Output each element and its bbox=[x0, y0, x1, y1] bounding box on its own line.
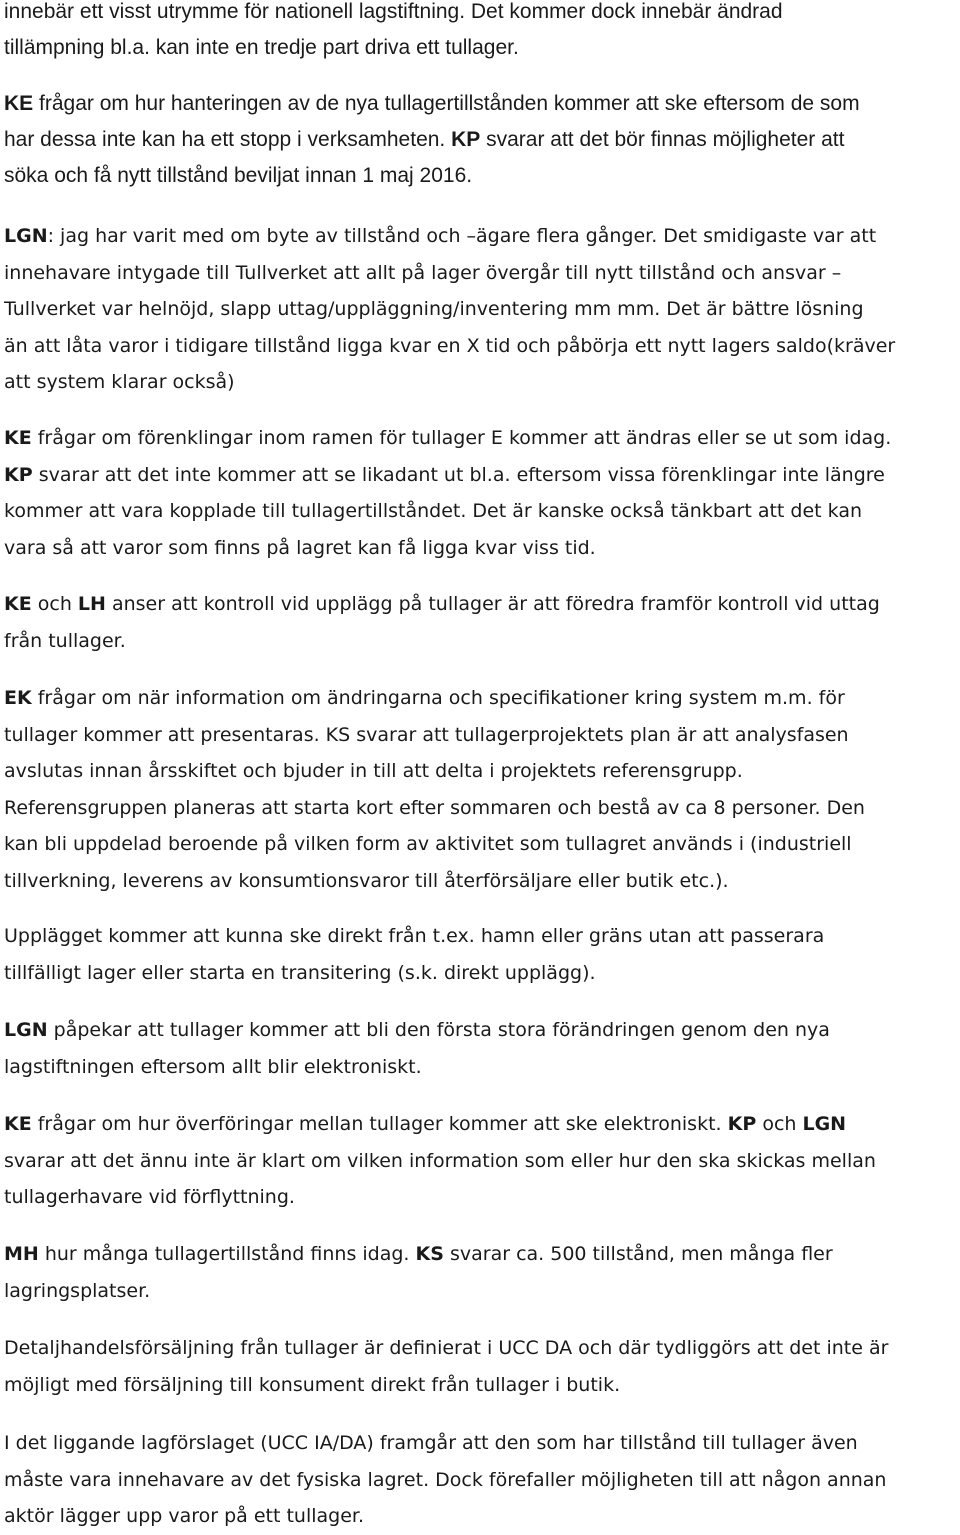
text-run: Detaljhandelsförsäljning från tullager är definierat i UCC DA och där tydliggörs att det inte är bbox=[4, 1337, 889, 1359]
speaker-initials: KE bbox=[4, 92, 34, 115]
text-line bbox=[4, 1049, 954, 1086]
text-line bbox=[4, 122, 954, 158]
text-line bbox=[4, 623, 954, 660]
text-line bbox=[4, 420, 954, 457]
text-run: och bbox=[756, 1113, 803, 1135]
text-run: söka och få nytt tillstånd beviljat innan 1 maj 2016. bbox=[4, 164, 473, 187]
text-line bbox=[4, 86, 954, 122]
text-line bbox=[4, 158, 954, 194]
text-run: Upplägget kommer att kunna ske direkt från t.ex. hamn eller gräns utan att passerara bbox=[4, 925, 825, 947]
text-run: aktör lägger upp varor på ett tullager. bbox=[4, 1505, 365, 1527]
text-line bbox=[4, 457, 954, 494]
paragraph-2 bbox=[4, 86, 954, 194]
text-run: I det liggande lagförslaget (UCC IA/DA) framgår att den som har tillstånd till tullager även bbox=[4, 1432, 858, 1454]
paragraph-8 bbox=[4, 1012, 954, 1085]
text-line bbox=[4, 530, 954, 567]
text-run: möjligt med försäljning till konsument direkt från tullager i butik. bbox=[4, 1373, 621, 1396]
text-line bbox=[4, 1330, 954, 1367]
text-run: än att låta varor i tidigare tillstånd ligga kvar en X tid och påbörja ett nytt lagers saldo(kräver bbox=[4, 334, 896, 357]
speaker-initials: EK bbox=[4, 687, 32, 709]
text-line bbox=[4, 328, 954, 365]
text-run: anser att kontroll vid upplägg på tullager är att föredra framför kontroll vid uttag bbox=[105, 593, 880, 615]
speaker-initials: KP bbox=[727, 1113, 757, 1135]
text-run: innehavare intygade till Tullverket att allt på lager övergår till nytt tillstånd och ansvar – bbox=[4, 261, 842, 284]
speaker-initials: MH bbox=[4, 1243, 39, 1265]
text-run: frågar om hur överföringar mellan tullager kommer att ske elektroniskt. bbox=[31, 1113, 728, 1135]
speaker-initials: LGN bbox=[4, 225, 48, 247]
text-run: vara så att varor som finns på lagret kan få ligga kvar viss tid. bbox=[4, 536, 596, 559]
speaker-initials: KE bbox=[4, 1113, 32, 1135]
text-run: tillverkning, leverens av konsumtionsvaror till återförsäljare eller butik etc.). bbox=[4, 869, 729, 892]
text-run: kan bli uppdelad beroende på vilken form av aktivitet som tullagret används i (industriell bbox=[4, 833, 852, 855]
paragraph-4 bbox=[4, 420, 954, 566]
text-run: från tullager. bbox=[4, 629, 126, 652]
text-run: tillämpning bl.a. kan inte en tredje part driva ett tullager. bbox=[4, 36, 519, 59]
text-line bbox=[4, 30, 954, 66]
text-line bbox=[4, 493, 954, 530]
text-line bbox=[4, 955, 954, 992]
text-line bbox=[4, 1106, 954, 1143]
text-run: har dessa inte kan ha ett stopp i verksamheten. bbox=[4, 128, 452, 151]
text-line bbox=[4, 586, 954, 623]
text-run: Tullverket var helnöjd, slapp uttag/uppläggning/inventering mm mm. Det är bättre lösning bbox=[4, 298, 864, 320]
text-line bbox=[4, 680, 954, 717]
text-run: måste vara innehavare av det fysiska lagret. Dock förefaller möjligheten till att någon annan bbox=[4, 1468, 887, 1491]
text-line bbox=[4, 1236, 954, 1273]
text-line bbox=[4, 918, 954, 955]
text-run: frågar om hur hanteringen av de nya tullagertillstånden kommer att ske eftersom de som bbox=[33, 92, 860, 115]
text-run: tillfälligt lager eller starta en transitering (s.k. direkt upplägg). bbox=[4, 961, 596, 984]
text-run: Referensgruppen planeras att starta kort efter sommaren och bestå av ca 8 personer. Den bbox=[4, 796, 865, 819]
text-line bbox=[4, 1143, 954, 1180]
text-run: innebär ett visst utrymme för nationell lagstiftning. Det kommer dock innebär ändrad bbox=[4, 0, 783, 23]
text-line bbox=[4, 753, 954, 790]
speaker-initials: LH bbox=[77, 593, 106, 615]
text-line bbox=[4, 1462, 954, 1499]
text-run: avslutas innan årsskiftet och bjuder in till att delta i projektets referensgrupp. bbox=[4, 760, 743, 782]
paragraph-12 bbox=[4, 1425, 954, 1535]
text-line bbox=[4, 1425, 954, 1462]
text-line bbox=[4, 255, 954, 292]
text-line bbox=[4, 291, 954, 328]
speaker-initials: KP bbox=[451, 128, 481, 151]
text-run: svarar att det inte kommer att se likadant ut bl.a. eftersom vissa förenklingar inte längre bbox=[32, 463, 885, 486]
text-run: lagstiftningen eftersom allt blir elektroniskt. bbox=[4, 1055, 422, 1078]
text-line bbox=[4, 1367, 954, 1404]
paragraph-1 bbox=[4, 0, 954, 66]
paragraph-5 bbox=[4, 586, 954, 659]
text-line bbox=[4, 826, 954, 863]
paragraph-3 bbox=[4, 218, 954, 401]
text-run: svarar att det bör finnas möjligheter att bbox=[480, 128, 845, 151]
text-line bbox=[4, 717, 954, 754]
speaker-initials: KE bbox=[4, 593, 32, 615]
text-run: kommer att vara kopplade till tullagertillståndet. Det är kanske också tänkbart att det kan bbox=[4, 500, 863, 522]
text-run: påpekar att tullager kommer att bli den första stora förändringen genom den nya bbox=[47, 1019, 830, 1041]
speaker-initials: KE bbox=[4, 427, 32, 449]
text-run: svarar att det ännu inte är klart om vilken information som eller hur den ska skickas mellan bbox=[4, 1149, 876, 1172]
speaker-initials: LGN bbox=[4, 1019, 48, 1041]
text-line bbox=[4, 1498, 954, 1535]
paragraph-10 bbox=[4, 1236, 954, 1309]
text-run: svarar ca. 500 tillstånd, men många fler bbox=[443, 1243, 833, 1265]
text-line bbox=[4, 790, 954, 827]
paragraph-9 bbox=[4, 1106, 954, 1216]
text-run: tullagerhavare vid förflyttning. bbox=[4, 1186, 295, 1208]
text-run: : jag har varit med om byte av tillstånd och –ägare flera gånger. Det smidigaste var att bbox=[47, 225, 877, 247]
text-run: frågar om förenklingar inom ramen för tullager E kommer att ändras eller se ut som idag. bbox=[31, 427, 892, 449]
text-line bbox=[4, 1273, 954, 1310]
text-run: frågar om när information om ändringarna och specifikationer kring system m.m. för bbox=[31, 687, 845, 709]
text-run: och bbox=[31, 593, 78, 615]
text-run: att system klarar också) bbox=[4, 371, 235, 393]
text-line bbox=[4, 218, 954, 255]
text-line bbox=[4, 863, 954, 900]
paragraph-6 bbox=[4, 680, 954, 899]
speaker-initials: KP bbox=[4, 463, 33, 486]
speaker-initials: KS bbox=[415, 1243, 444, 1265]
text-line bbox=[4, 1179, 954, 1216]
text-run: hur många tullagertillstånd finns idag. bbox=[38, 1243, 416, 1265]
paragraph-7 bbox=[4, 918, 954, 991]
text-line bbox=[4, 0, 954, 30]
text-line bbox=[4, 1012, 954, 1049]
text-run: lagringsplatser. bbox=[4, 1279, 151, 1302]
text-line bbox=[4, 364, 954, 401]
text-run: tullager kommer att presentaras. KS svarar att tullagerprojektets plan är att analysfasen bbox=[4, 723, 849, 746]
speaker-initials: LGN bbox=[802, 1113, 847, 1135]
paragraph-11 bbox=[4, 1330, 954, 1403]
